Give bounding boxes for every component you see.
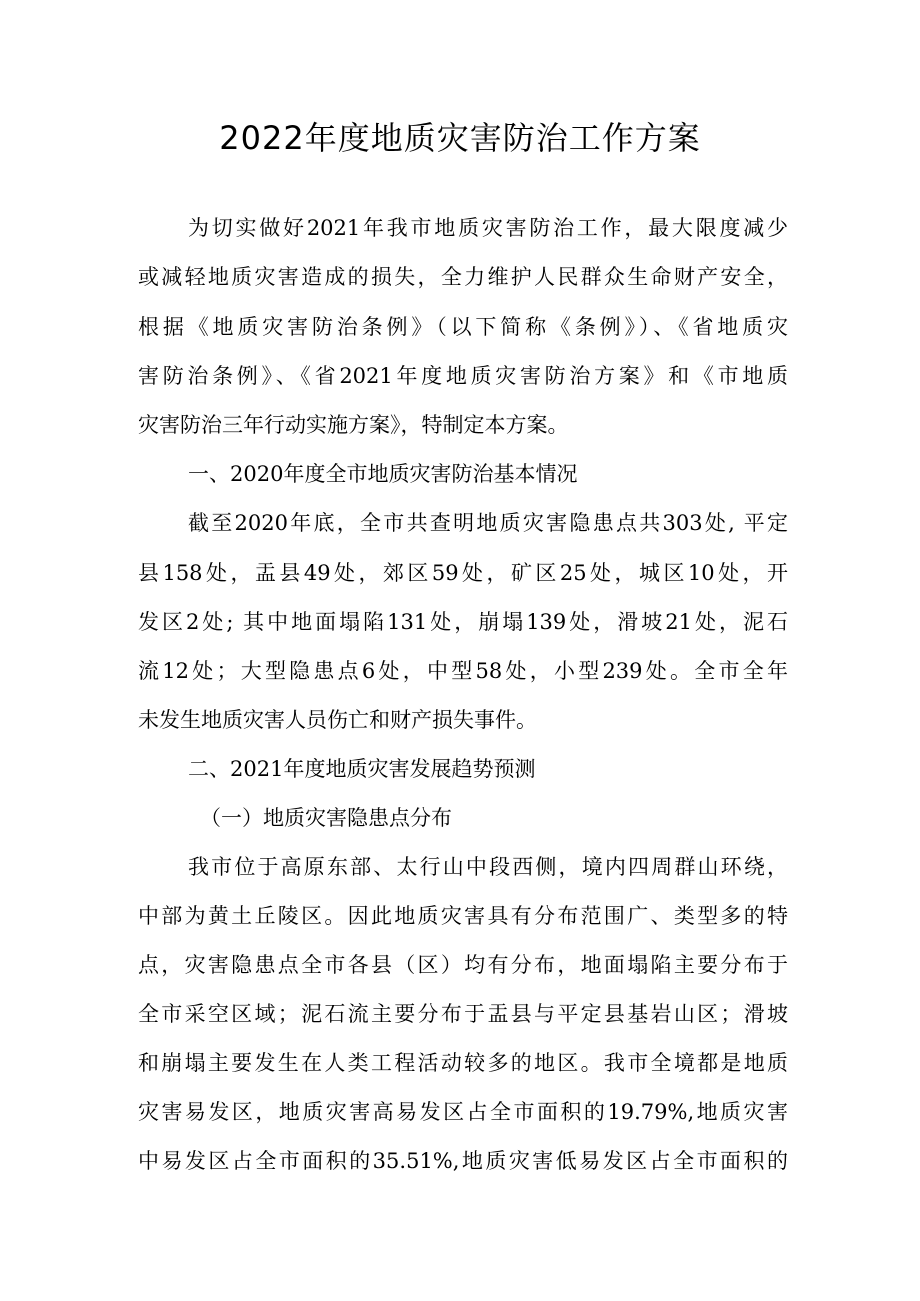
paragraph-1-line-3: 根据《地质灾害防治条例》（以下简称《条例》）、《省地质灾 [138, 315, 788, 339]
paragraph-3-line-1: 我市位于高原东部、太行山中段西侧，境内四周群山环绕， [188, 855, 788, 879]
paragraph-2-line-4: 流12处；大型隐患点6处，中型58处，小型239处。全市全年 [138, 659, 788, 683]
document-title: 2022年度地质灾害防治工作方案 [219, 119, 701, 157]
section-heading-2: 二、2021年度地质灾害发展趋势预测 [188, 757, 536, 781]
paragraph-2-line-1: 截至2020年底，全市共查明地质灾害隐患点共303处, 平定 [188, 511, 788, 535]
paragraph-1-line-4: 害防治条例》、《省2021年度地质灾害防治方案》和《市地质 [138, 364, 788, 388]
paragraph-3-line-3: 点，灾害隐患点全市各县（区）均有分布，地面塌陷主要分布于 [138, 953, 788, 977]
subsection-heading-1: （一）地质灾害隐患点分布 [200, 806, 452, 830]
paragraph-3-line-5: 和崩塌主要发生在人类工程活动较多的地区。我市全境都是地质 [138, 1051, 788, 1075]
paragraph-3-line-7: 中易发区占全市面积的35.51%,地质灾害低易发区占全市面积的 [138, 1149, 788, 1173]
paragraph-2-line-2: 县158处，盂县49处，郊区59处，矿区25处，城区10处，开 [138, 561, 788, 585]
paragraph-3-line-6: 灾害易发区，地质灾害高易发区占全市面积的19.79%,地质灾害 [138, 1100, 788, 1124]
section-heading-1: 一、2020年度全市地质灾害防治基本情况 [188, 462, 578, 486]
paragraph-1-line-1: 为切实做好2021年我市地质灾害防治工作，最大限度减少 [188, 216, 788, 240]
paragraph-2-line-5: 未发生地质灾害人员伤亡和财产损失事件。 [138, 708, 537, 732]
paragraph-1-line-5: 灾害防治三年行动实施方案》，特制定本方案。 [138, 413, 569, 437]
paragraph-3-line-4: 全市采空区域；泥石流主要分布于盂县与平定县基岩山区；滑坡 [138, 1002, 788, 1026]
paragraph-3-line-2: 中部为黄土丘陵区。因此地质灾害具有分布范围广、类型多的特 [138, 904, 788, 928]
paragraph-2-line-3: 发区2处; 其中地面塌陷131处，崩塌139处，滑坡21处，泥石 [138, 610, 788, 634]
paragraph-1-line-2: 或减轻地质灾害造成的损失，全力维护人民群众生命财产安全， [138, 265, 788, 289]
